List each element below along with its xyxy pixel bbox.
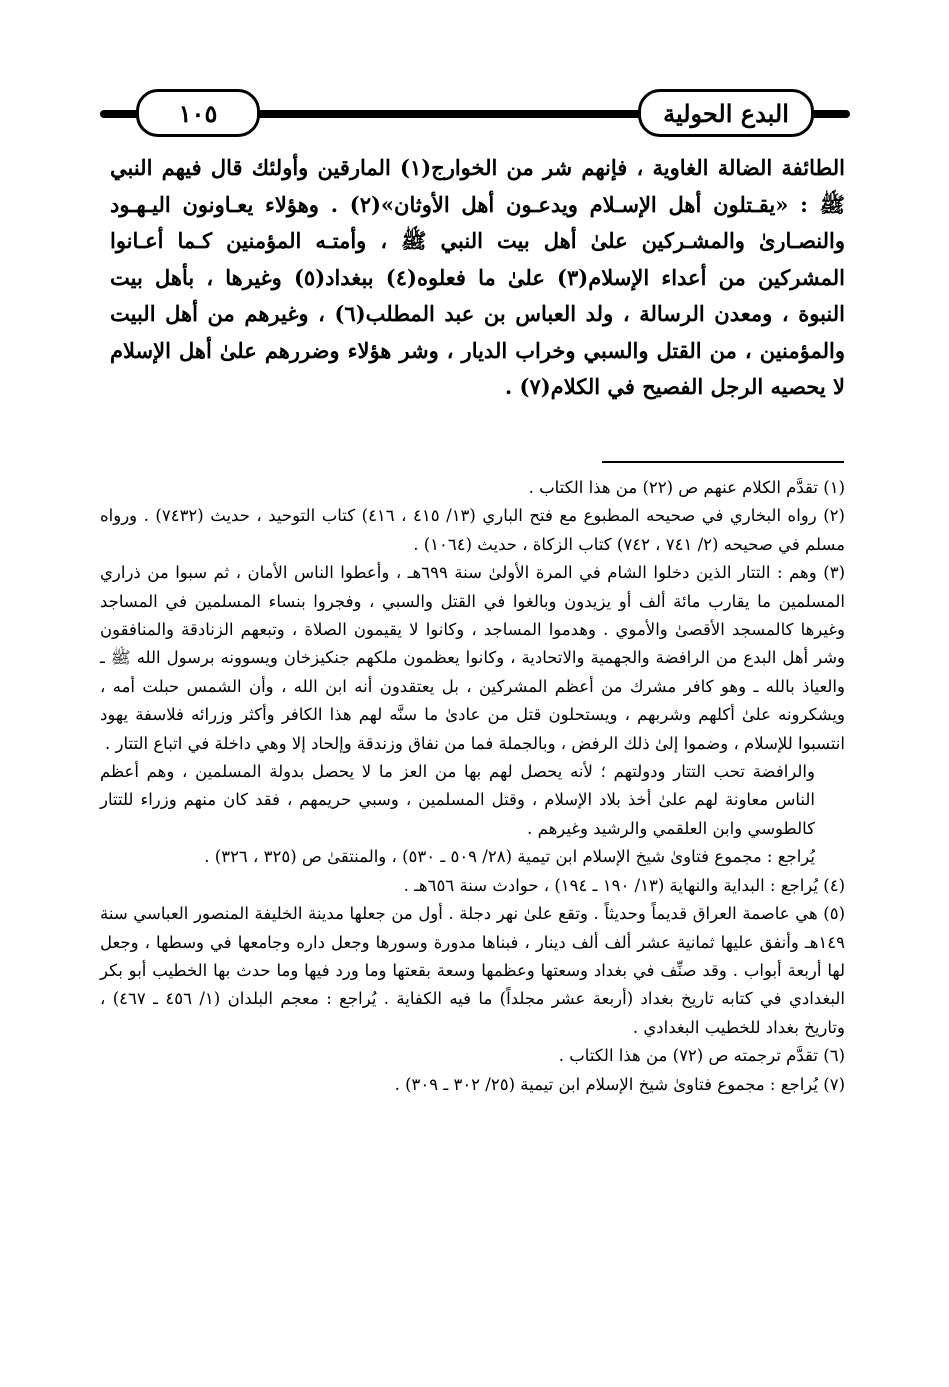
footnote-6: (٦) تقدَّم ترجمته ص (٧٢) من هذا الكتاب .	[558, 1046, 845, 1066]
footnote-3-reference: يُراجع : مجموع فتاوىٰ شيخ الإسلام ابن تيمية (٢٨/ ٥٠٩ ـ ٥٣٠) ، والمنتقىٰ ص (٣٢٥ ، ٣٢٦) .	[204, 847, 815, 867]
page-header	[100, 86, 850, 142]
footnote-3-continued: والرافضة تحب التتار ودولتهم ؛ لأنه يحصل لهم بها من العز ما لا يحصل بدولة المسلمين ، وهم أعظم الناس معاونة لهم علىٰ أخذ بلاد الإسلام ، وقتل المسلمين ، وسبي حريمهم ، فقد كان منهم وزراء للتتار كالطوسي وابن العلقمي والرشيد وغيرهم .	[100, 762, 815, 838]
footnote-5: (٥) هي عاصمة العراق قديماً وحديثاً . وتقع علىٰ نهر دجلة . أول من جعلها مدينة الخليفة المنصور العباسي سنة ١٤٩هـ وأنفق عليها ثمانية عشر ألف ألف دينار ، فبناها مدورة وسورها وجعل داره وجامعها في وسطها ، وجعل لها أربعة أبواب . وقد صنِّف في بغداد وسعتها وعظمها وسعة بقعتها وما ورد فيها وما حدث بها الخطيب أبو بكر البغدادي في كتابه تاريخ بغداد (أربعة عشر مجلداً) ما فيه الكفاية . يُراجع : معجم البلدان (١/ ٤٥٦ ـ ٤٦٧) ، وتاريخ بغداد للخطيب البغدادي .	[100, 904, 846, 1037]
page-number: ١٠٥	[136, 89, 260, 137]
main-paragraph: الطائفة الضالة الغاوية ، فإنهم شر من الخوارج(١) المارقين وأولئك قال فيهم النبي ﷺ : «يقـتلون أهل الإسـلام ويدعـون أهل الأوثان»(٢) . وهؤلاء يعـاونون اليـهـود والنصـارىٰ والمشـركين علىٰ أهل بيت النبي ﷺ ، وأمتـه المؤمنين كـما أعـانوا المشركين من أعداء الإسلام(٣) علىٰ ما فعلوه(٤) ببغداد(٥) وغيرها ، بأهل بيت النبوة ، ومعدن الرسالة ، ولد العباس بن عبد المطلب(٦) ، وغيرهم من أهل البيت والمؤمنين ، من القتل والسبي وخراب الديار ، وشر هؤلاء وضررهم علىٰ أهل الإسلام لا يحصيه الرجل الفصيح في الكلام(٧) .	[110, 155, 846, 399]
footnotes	[100, 474, 845, 1099]
footnote-1: (١) تقدَّم الكلام عنهم ص (٢٢) من هذا الكتاب .	[528, 478, 845, 497]
footnote-7: (٧) يُراجع : مجموع فتاوىٰ شيخ الإسلام ابن تيمية (٢٥/ ٣٠٢ ـ ٣٠٩) .	[394, 1074, 845, 1094]
running-title: البدع الحولية	[638, 89, 814, 137]
footnote-2: (٢) رواه البخاري في صحيحه المطبوع مع فتح الباري (١٣/ ٤١٥ ، ٤١٦) كتاب التوحيد ، حديث (٧٤٣٢) . ورواه مسلم في صحيحه (٢/ ٧٤١ ، ٧٤٢) كتاب الزكاة ، حديث (١٠٦٤) .	[100, 506, 845, 554]
footnote-separator	[602, 461, 844, 463]
main-text	[110, 150, 845, 406]
footnote-4: (٤) يُراجع : البداية والنهاية (١٣/ ١٩٠ ـ ١٩٤) ، حوادث سنة ٦٥٦هـ .	[403, 875, 845, 895]
footnote-3: (٣) وهم : التتار الذين دخلوا الشام في المرة الأولىٰ سنة ٦٩٩هـ ، وأعطوا الناس الأمان ، ثم سبوا من ذراري المسلمين ما يقارب مائة ألف أو يزيدون وبالغوا في القتل والسبي ، وفجروا بنساء المسلمين في المساجد وغيرها كالمسجد الأقصىٰ والأموي . وهدموا المساجد ، وكانوا لا يقيمون الصلاة ، وتبعهم الزنادقة والمنافقون وشر أهل البدع من الرافضة والجهمية والاتحادية ، وكانوا يعظمون ملكهم جنكيزخان ويسوونه برسول الله ﷺ ـ والعياذ بالله ـ وهو كافر مشرك من أعظم المشركين ، بل يعتقدون أنه ابن الله ، وأن الشمس حبلت أمه ، ويشكرونه علىٰ أكلهم وشربهم ، ويستحلون قتل من عادىٰ ما سنَّه لهم هذا الكافر وأكثر وزرائه فلاسفة يهود انتسبوا للإسلام ، وضموا إلىٰ ذلك الرفض ، وبالجملة فما من نفاق وزندقة وإلحاد إلا وهي داخلة في اتباع التتار .	[100, 563, 845, 753]
